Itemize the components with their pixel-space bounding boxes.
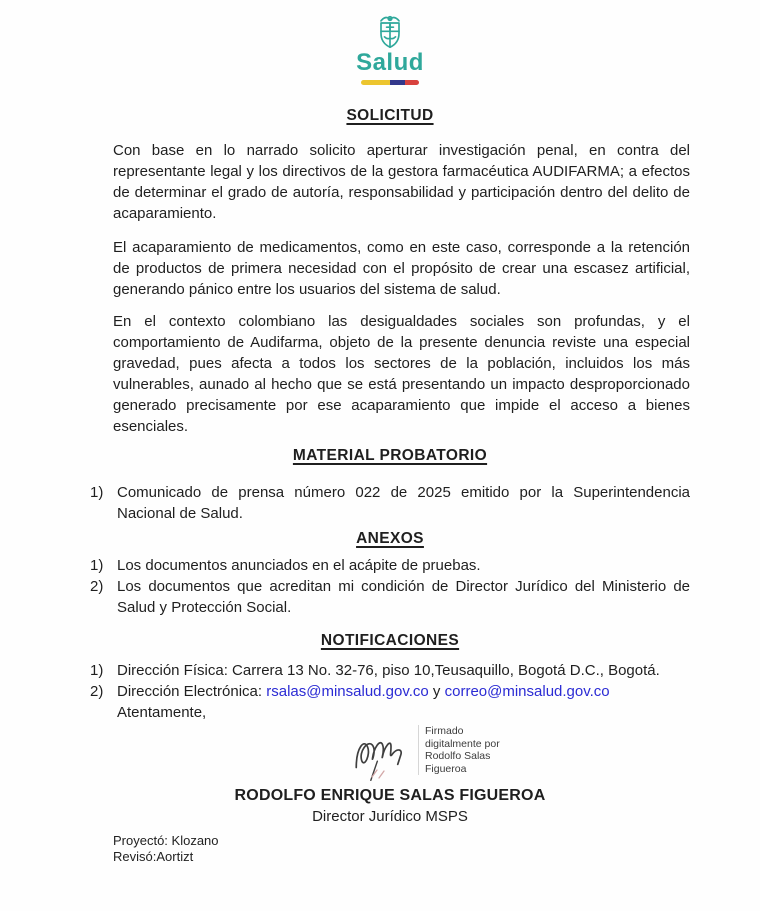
document-footer [113,833,690,865]
handwritten-signature-icon [348,727,414,781]
item-text: Los documentos que acreditan mi condición de Director Jurídico del Ministerio de Salud y Protección Social. [117,578,690,616]
flag-yellow-segment [361,80,390,85]
footer-proyecto: Proyectó: Klozano [113,833,219,848]
heading-anexos: ANEXOS [356,530,424,547]
list-item [90,482,690,524]
digital-signature-block [348,725,690,781]
paragraph-solicitud-1: Con base en lo narrado solicito aperturar investigación penal, en contra del representante legal y los directivos de la gestora farmacéutica AUDIFARMA; a efectos de determinar el grado de autoría, responsabilidad y participación dentro del delito de acaparamiento. [113,142,690,222]
heading-solicitud: SOLICITUD [346,107,434,124]
item-number: 2) [90,578,104,595]
heading-notificaciones: NOTIFICACIONES [320,632,460,649]
item-number: 2) [90,683,104,700]
paragraph-solicitud-2: El acaparamiento de medicamentos, como en este caso, corresponde a la retención de productos de primera necesidad con el propósito de crear una escasez artificial, generando pánico entre los usuarios del sistema de salud. [113,239,690,298]
material-probatorio-list [90,482,690,524]
notificaciones-list [90,660,690,702]
signatory-name: RODOLFO ENRIQUE SALAS FIGUEROA [234,787,546,804]
item-number: 1) [90,662,104,679]
health-ministry-emblem-icon [369,14,411,50]
item-text: Dirección Física: Carrera 13 No. 32-76, piso 10,Teusaquillo, Bogotá D.C., Bogotá. [117,662,660,679]
electronic-address-label: Dirección Electrónica: [117,683,267,700]
logo-wordmark: Salud [356,49,424,76]
ministry-logo [90,14,690,85]
footer-reviso: Revisó:Aortizt [113,849,194,864]
email-link-correo[interactable]: correo@minsalud.gov.co [444,683,610,700]
flag-red-segment [405,80,420,85]
heading-material-probatorio: MATERIAL PROBATORIO [292,447,488,464]
item-text [117,681,690,702]
email-connector: y [428,683,445,700]
anexos-list [90,555,690,618]
email-link-rsalas[interactable]: rsalas@minsalud.gov.co [266,683,429,700]
flag-blue-segment [390,80,405,85]
digital-signature-stamp: Firmado digitalmente por Rodolfo Salas Figueroa [418,725,500,775]
list-item [90,576,690,618]
item-text: Los documentos anunciados en el acápite de pruebas. [117,557,481,574]
item-text: Comunicado de prensa número 022 de 2025 emitido por la Superintendencia Nacional de Salud. [117,484,690,522]
list-item [90,555,690,576]
closing-salutation: Atentamente, [117,704,207,721]
paragraph-solicitud-3: En el contexto colombiano las desigualdades sociales son profundas, y el comportamiento de Audifarma, objeto de la presente denuncia reviste una especial gravedad, pues afecta a todos los sectores de la población, incluidos los más vulnerables, aunado al hecho que se está presentando un impacto desproporcionado generado precisamente por ese acaparamiento que impide el acceso a bienes esenciales. [113,313,690,435]
item-number: 1) [90,484,104,501]
colombia-flag-bar [361,80,419,85]
list-item [90,660,690,681]
list-item [90,681,690,702]
signatory-title: Director Jurídico MSPS [312,808,468,825]
item-number: 1) [90,557,104,574]
